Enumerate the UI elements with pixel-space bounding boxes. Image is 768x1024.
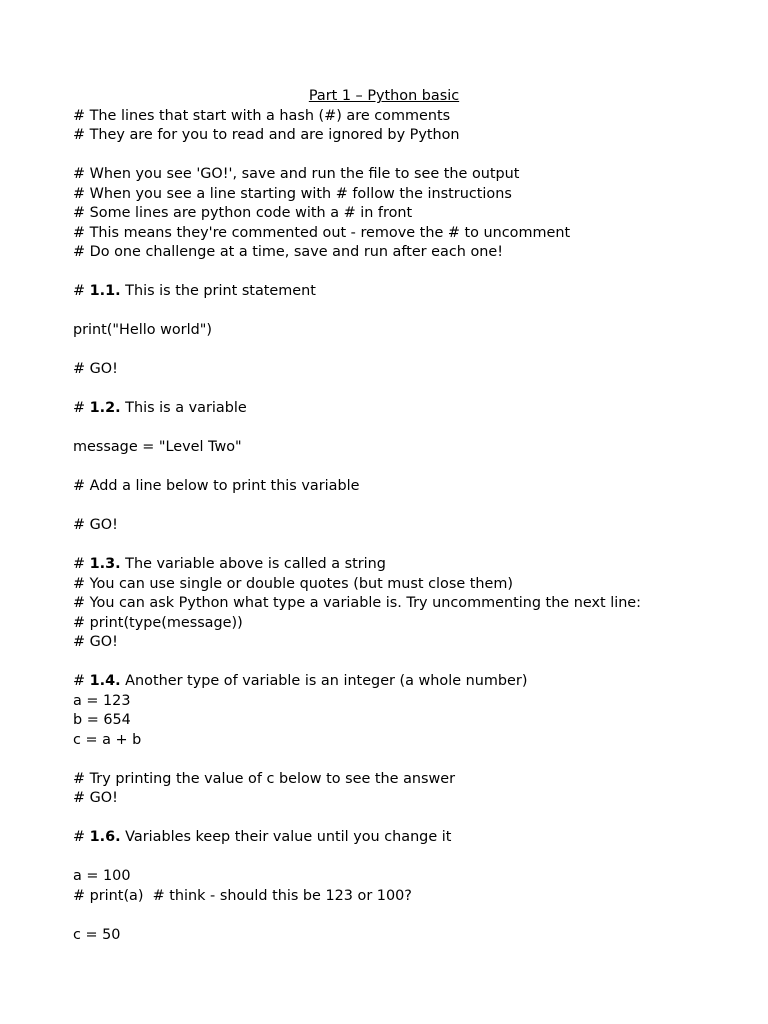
- instruction-line: # Do one challenge at a time, save and run after each one!: [73, 244, 504, 260]
- code-line: a = 123: [73, 692, 131, 709]
- instruction-line: # When you see 'GO!', save and run the file to see the output: [73, 166, 520, 182]
- blank-line: [73, 497, 713, 517]
- blank-line: [73, 848, 713, 868]
- heading-text: Another type of variable is an integer (a whole number): [120, 673, 528, 689]
- blank-line: [73, 341, 713, 361]
- blank-line: [73, 536, 713, 556]
- code-line: print("Hello world"): [73, 322, 212, 338]
- go-line: # GO!: [73, 790, 118, 806]
- go-line: # GO!: [73, 634, 118, 650]
- code-line: message = "Level Two": [73, 439, 242, 455]
- section-heading-1-1: [73, 282, 713, 302]
- instruction-line: # Add a line below to print this variable: [73, 478, 360, 494]
- blank-line: [73, 263, 713, 283]
- heading-prefix: #: [73, 400, 90, 416]
- comment-line: # You can use single or double quotes (but must close them): [73, 575, 514, 592]
- section-heading-1-6: [73, 828, 713, 848]
- comment-line: # You can ask Python what type a variable is. Try uncommenting the next line:: [73, 595, 642, 611]
- comment-line: # print(type(message)): [73, 614, 243, 631]
- heading-text: This is the print statement: [120, 283, 316, 299]
- go-line: # GO!: [73, 517, 118, 533]
- blank-line: [73, 146, 713, 166]
- document-body: [73, 87, 713, 945]
- instruction-line: # When you see a line starting with # follow the instructions: [73, 185, 512, 202]
- blank-line: [73, 458, 713, 478]
- instruction-line: # This means they're commented out - remove the # to uncomment: [73, 224, 571, 241]
- section-number: 1.1.: [89, 283, 121, 299]
- heading-prefix: #: [73, 556, 90, 572]
- section-number: 1.6.: [89, 829, 121, 845]
- instruction-line: # Some lines are python code with a # in front: [73, 205, 413, 221]
- go-line: # GO!: [73, 361, 118, 377]
- code-line: a = 100: [73, 868, 131, 884]
- heading-prefix: #: [73, 673, 90, 689]
- section-heading-1-2: [73, 399, 713, 419]
- blank-line: [73, 906, 713, 926]
- heading-text: This is a variable: [120, 400, 247, 416]
- code-line: c = a + b: [73, 731, 142, 748]
- page-title: Part 1 – Python basic: [308, 88, 460, 104]
- blank-line: [73, 419, 713, 439]
- intro-line: # The lines that start with a hash (#) are comments: [73, 107, 451, 124]
- heading-prefix: #: [73, 283, 90, 299]
- blank-line: [73, 653, 713, 673]
- intro-line: # They are for you to read and are ignored by Python: [73, 127, 460, 143]
- comment-line: # print(a) # think - should this be 123 or 100?: [73, 887, 412, 904]
- section-heading-1-4: [73, 672, 713, 692]
- blank-line: [73, 809, 713, 829]
- section-heading-1-3: [73, 555, 713, 575]
- code-line: c = 50: [73, 926, 121, 943]
- heading-text: Variables keep their value until you change it: [120, 829, 452, 845]
- code-line: b = 654: [73, 712, 131, 728]
- heading-text: The variable above is called a string: [120, 556, 386, 572]
- blank-line: [73, 302, 713, 322]
- section-number: 1.3.: [89, 556, 121, 572]
- section-number: 1.4.: [89, 673, 121, 689]
- instruction-line: # Try printing the value of c below to see the answer: [73, 770, 456, 787]
- section-number: 1.2.: [89, 400, 121, 416]
- heading-prefix: #: [73, 829, 90, 845]
- blank-line: [73, 380, 713, 400]
- blank-line: [73, 750, 713, 770]
